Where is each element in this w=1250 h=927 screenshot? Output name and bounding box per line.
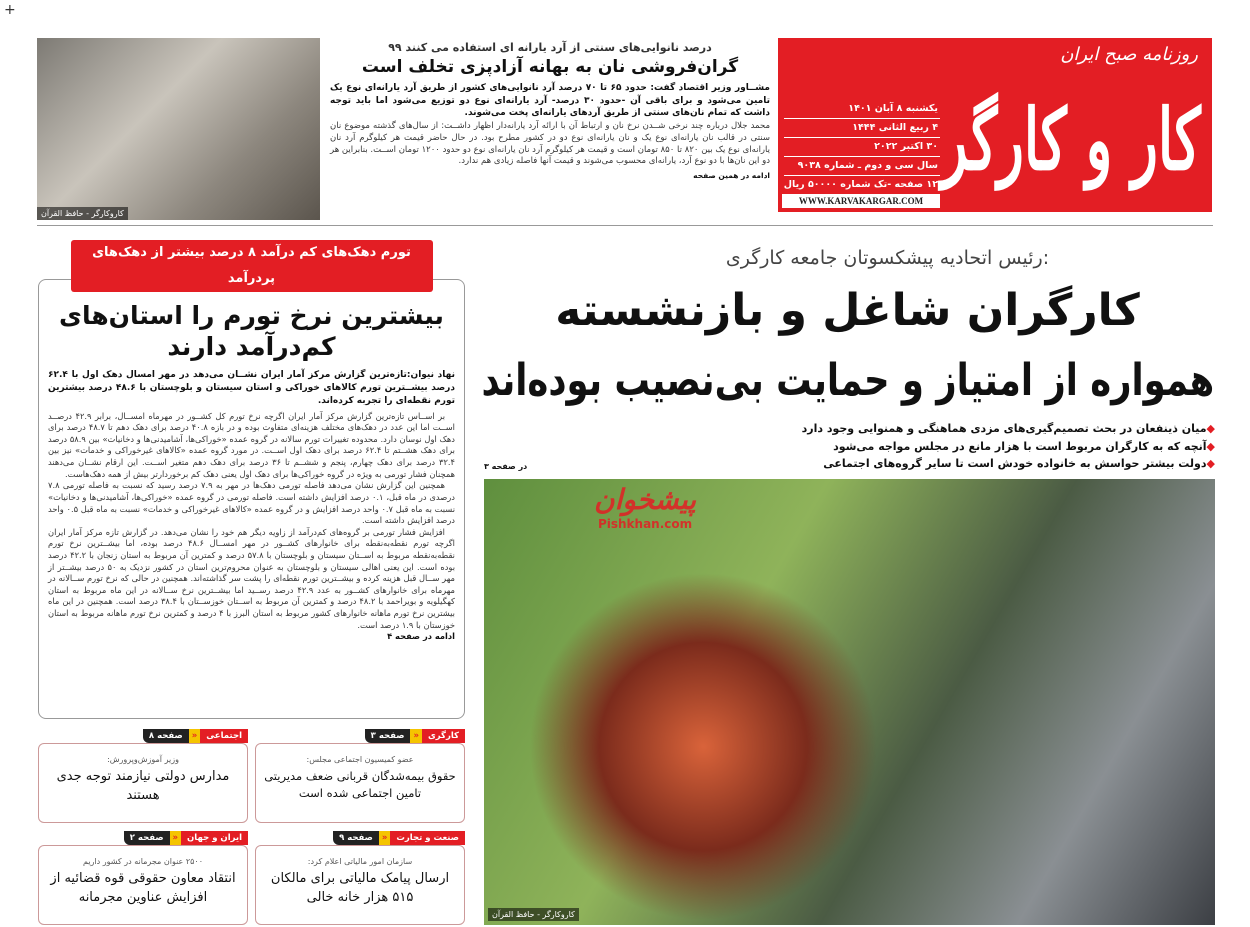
section-label: کارگری [422, 729, 465, 743]
teaser-body [38, 743, 248, 823]
teaser-headline: ارسال پیامک مالیاتی برای مالکان ۵۱۵ هزار خانه خالی [270, 871, 450, 905]
top-story-headline-box[interactable] [330, 56, 770, 79]
page-label: صفحه ۳ [365, 729, 411, 743]
chevron-icon: « [189, 729, 201, 743]
teaser-body [255, 743, 465, 823]
teaser-industry[interactable] [255, 831, 465, 925]
left-story-box [38, 279, 465, 719]
headline-line: کارگران شاغل و بازنشسته [555, 285, 1140, 336]
divider [37, 225, 1213, 226]
left-story-continued[interactable]: ادامه در صفحه ۴ [387, 631, 455, 642]
issue-meta-row [784, 176, 940, 195]
bullet-item [775, 438, 1215, 456]
headline-line-box [480, 276, 1215, 346]
chevron-icon: « [379, 831, 391, 845]
diamond-bullet-icon: ◆ [1206, 439, 1215, 453]
section-tag [38, 831, 248, 845]
issue-meta-row [784, 157, 940, 176]
main-story-bullets [775, 420, 1215, 473]
masthead-subtitle: روزنامه صبح ایران [1060, 44, 1198, 65]
teaser-headline: مدارس دولتی نیازمند توجه جدی هستند [56, 769, 230, 803]
top-story-kicker: ۹۹ درصد نانوایی‌های سنتی از آرد یارانه ای استفاده می کنند [388, 41, 712, 54]
masthead [778, 38, 1212, 212]
section-label: صنعت و تجارت [390, 831, 465, 845]
teaser-kicker: ۲۵۰۰ عنوان مجرمانه در کشور داریم [83, 857, 203, 866]
diamond-bullet-icon: ◆ [1206, 457, 1215, 471]
teaser-kicker: سازمان امور مالیاتی اعلام کرد: [307, 857, 413, 866]
section-label: اجتماعی [200, 729, 248, 743]
watermark-fa: پیشخوان [594, 482, 697, 516]
masthead-logo-box [940, 78, 1202, 202]
headline-line: همواره از امتیاز و حمایت بی‌نصیب بوده‌اند [481, 355, 1214, 406]
teaser-headline: حقوق بیمه‌شدگان قربانی ضعف مدیریتی تامین اجتماعی شده است [264, 769, 456, 800]
chevron-icon: « [410, 729, 422, 743]
issue-meta-row [784, 100, 940, 119]
pishkhan-watermark [594, 483, 696, 531]
paragraph: بر اســاس تازه‌ترین گزارش مرکز آمار ایران اگرچه نرخ تورم کل کشــور در مهرماه امســال، برابر ۴۲.۹ درصــد اســت اما این عدد در دهک‌های مختلف هزینه‌ای متفاوت بوده و در بازه ۴۰.۸ درصد برای دهک دهم تا ۴۸.۷ درصد برای دهک اول نوسان دارد. محدوده تغییرات تورم سالانه در گروه عمده «خوراکی‌ها، آشامیدنی‌ها و دخانیات» بین ۵۸.۹ درصد برای دهک هشــتم تا ۶۲.۴ درصد برای دهک اول اســت. در مورد گروه عمده «کالاهای غیرخوراکی و خدمات» نیز بین ۳۲.۴ درصد برای دهک چهارم، پنجم و ششــم تا ۳۶ درصد برای دهک دهم متغیر اســت. این ارقام نشــان می‌دهند همچنان فشار تورمی به ویژه در گروه خوراکی‌ها برای دهک اول یعنی دهک کم برخوردارتر بیش از همه دهک‌هاست. [48, 410, 456, 479]
main-story-headline[interactable] [480, 276, 1215, 416]
main-story-kicker: رئیس اتحادیه پیشکسوتان جامعه کارگری: [725, 247, 1050, 269]
teaser-kicker: وزیر آموزش‌وپرورش: [107, 755, 179, 764]
page-label: صفحه ۸ [143, 729, 189, 743]
teaser-kicker: عضو کمیسیون اجتماعی مجلس: [306, 755, 414, 764]
main-story [480, 244, 1215, 925]
chevron-icon: « [170, 831, 182, 845]
issue-meta [784, 100, 940, 195]
paragraph: افزایش فشار تورمی بر گروه‌های کم‌درآمد از زاویه دیگر هم خود را نشان می‌دهد. در گزارش تازه مرکز آمار ایران اگرچه تورم نقطه‌به‌نقطه برای خانوارهای کشــور در مهر امســال ۴۸.۶ درصد بوده، اما بیشــترین نرخ تورم نقطه‌به‌نقطه مربوط به اســتان سیستان و بلوچستان با ۵۷.۸ درصد و کمترین آن مربوط به استان زنجان با ۴۲.۲ درصد بوده است. این یعنی اهالی سیستان و بلوچستان به عنوان محروم‌ترین استان در کشور نزدیک به ۵۰ درصد بیشــتر از مهر ســال قبل هزینه کرده و بیشــترین تورم نقطه‌ای را پشت سر گذاشته‌اند. همچنین در حالی که نرخ تورم ســالانه در مهرماه برای خانوارهای کشــور به عدد ۴۲.۹ درصد رســید اما بیشــترین نرخ ســالانه در این ماه مربوط به استان کهگیلویه و بویراحمد با ۴۸.۲ درصد و کمترین آن مربوط به اســتان خوزســتان با ۳۸.۴ درصد است. همچنین در این ماه بیشترین نرخ تورم ماهانه خانوارهای کشور مربوط به استان البرز با ۴ درصد و کمترین نرخ تورم ماهانه مربوط به استان خوزستان با ۱.۹ درصد است. [48, 526, 456, 630]
top-story [330, 40, 770, 222]
issue-price: ۱۲ صفحه -تک شماره ۵۰۰۰۰ ریال [783, 179, 938, 190]
top-story-continued[interactable]: ادامه در همین صفحه [693, 171, 770, 181]
left-story-banner: تورم دهک‌های کم درآمد ۸ درصد بیشتر از دهک‌های پردرآمد [71, 240, 433, 292]
diamond-bullet-icon: ◆ [1206, 422, 1215, 435]
bullet-item [775, 420, 1215, 438]
issue-number: سال سی و دوم ـ شماره ۹۰۳۸ [797, 160, 938, 171]
top-story-lead: مشــاور وزیر اقتصاد گفت: حدود ۶۵ تا ۷۰ درصد آرد نانوایی‌های کشور از طریق آرد یارانه‌ای نوع یک تامین می‌شود و برای باقی آن -حدود ۳۰ درصد- آرد یارانه‌ای نوع دو توزیع می‌شود اما باید توجه داشت که تمام نان‌های سنتی از طریق آردهای یارانه‌ای پخت می‌شوند. [330, 83, 770, 119]
section-label: ایران و جهان [181, 831, 248, 845]
page-label: صفحه ۹ [333, 831, 379, 845]
bullet-text: دولت بیشتر حواسش به خانواده خودش است تا سایر گروه‌های اجتماعی [823, 457, 1207, 471]
left-story-lead: نهاد نیوان:تازه‌ترین گزارش مرکز آمار ایران نشــان می‌دهد در مهر امسال دهک اول با ۶۲.۴ درصد بیشــترین تورم کالاهای خوراکی و استان سیستان و بلوچستان با ۴۸.۶ درصد بیشترین تورم نقطه‌ای را تجربه کرده‌اند. [48, 369, 455, 406]
masthead-logo: کار و کارگر [941, 90, 1201, 189]
teaser-social[interactable] [38, 729, 248, 823]
issue-date-hijri: ۴ ربیع الثانی ۱۴۴۴ [852, 122, 938, 133]
issue-meta-row [784, 119, 940, 138]
bullet-text: آنچه که به کارگران مربوط است با هزار مانع در مجلس مواجه می‌شود [833, 439, 1207, 453]
left-story-body [48, 411, 455, 643]
photo-caption: کاروکارگر - حافظ القرآن [488, 908, 579, 921]
main-story-continued[interactable]: در صفحه ۳ [484, 461, 528, 471]
corner-mark: + [4, 2, 16, 18]
section-tag [38, 729, 248, 743]
teaser-body [255, 845, 465, 925]
issue-meta-row [784, 138, 940, 157]
top-story-body: محمد جلال درباره چند نرخی شــدن نرخ نان و ارتباط آن با ارائه آرد یارانه‌دار اظهار داشــت: از سال‌های گذشته موضوع نان سنتی در قالب نان یارانه‌ای نوع یک و نان یارانه‌ای نوع دو در کشور مطرح بود. در حال حاضر قیمت هر کیلوگرم آرد نان یارانه‌ای نوع یک بین ۸۲۰ تا ۸۵۰ تومان است و قیمت هر کیلوگرم آرد نان یارانه‌ای نوع دو حدود ۱۲۰۰ تومان اســت. بنابراین هر دو این نان‌ها با دو نوع آرد، یارانه‌ای محسوب می‌شوند و قیمت آنها فاصله زیادی هم ندارد. [330, 120, 770, 167]
top-story-headline[interactable]: گران‌فروشی نان به بهانه آزادپزی تخلف است [361, 57, 739, 77]
top-story-photo [37, 38, 320, 220]
section-tag [255, 729, 465, 743]
main-story-kicker-box [480, 244, 1215, 272]
main-story-photo [484, 479, 1215, 925]
masthead-url[interactable]: WWW.KARVAKARGAR.COM [782, 194, 940, 208]
left-story-headline[interactable]: بیشترین نرخ تورم را استان‌های کم‌درآمد دارند [59, 301, 444, 362]
teaser-labor[interactable] [255, 729, 465, 823]
headline-line-box [480, 346, 1215, 416]
page-label: صفحه ۲ [124, 831, 170, 845]
issue-date-gregorian: ۳۰ اکتبر ۲۰۲۲ [874, 141, 938, 152]
top-story-kicker-box [330, 40, 770, 55]
teaser-grid [38, 729, 465, 925]
teaser-body [38, 845, 248, 925]
teaser-headline: انتقاد معاون حقوقی قوه قضائیه از افزایش عناوین مجرمانه [50, 871, 236, 905]
paragraph: همچنین این گزارش نشان می‌دهد فاصله تورمی دهک‌ها در مهر به ۷.۹ درصد رسید که نسبت به فاصله تورمی ۷.۸ درصدی در ماه قبل، ۰.۱ درصد افزایش داشته است. فاصله تورمی در گروه عمده «خوراکی‌ها، آشامیدنی‌ها و دخانیات» نسبت به ماه قبل ۰.۷ واحد درصد افزایش و در گروه عمده «کالاهای غیرخوراکی و خدمات» نسبت به ماه قبل ۰.۵ واحد درصد افزایش داشته است. [48, 480, 455, 526]
issue-date-persian: یکشنبه ۸ آبان ۱۴۰۱ [848, 103, 938, 114]
left-column [38, 240, 465, 925]
photo-caption: کاروکارگر - حافظ القرآن [37, 207, 128, 220]
teaser-iran-world[interactable] [38, 831, 248, 925]
masthead-subtitle-box [998, 42, 1198, 68]
watermark-en: Pishkhan.com [597, 516, 693, 531]
bullet-item [775, 455, 1215, 473]
section-tag [255, 831, 465, 845]
bullet-text: میان ذینفعان در بحث تصمیم‌گیری‌های مزدی هماهنگی و همنوایی وجود دارد [801, 422, 1207, 435]
bullet-row [480, 420, 1215, 473]
